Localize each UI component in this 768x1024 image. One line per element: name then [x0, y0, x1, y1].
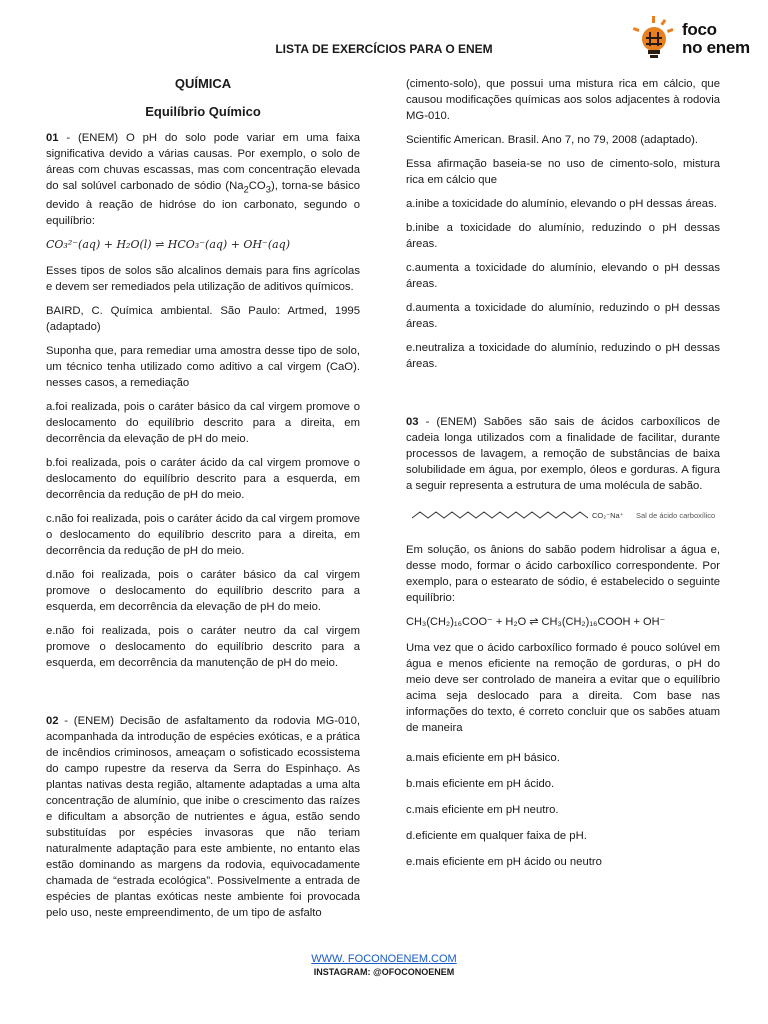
question-2-option-e[interactable]: e.neutraliza a toxicidade do alumínio, reduzindo o pH dessas áreas. — [406, 342, 720, 370]
question-3-number: 03 — [406, 416, 419, 428]
right-column — [406, 76, 720, 878]
soap-molecule-figure — [406, 502, 720, 528]
question-3-equation: CH₃(CH₂)₁₆COO⁻ + H₂O ⇌ CH₃(CH₂)₁₆COOH + OH⁻ — [406, 616, 666, 628]
question-1-source: BAIRD, C. Química ambiental. São Paulo: Artmed, 1995 (adaptado) — [46, 305, 360, 334]
soap-hydrocarbon-chain — [412, 512, 588, 518]
logo-line-1: foco — [682, 20, 717, 39]
question-2-text: 02 - (ENEM) Decisão de asfaltamento da rodovia MG-010, acompanhada da introdução de espécies exóticas, e a prática de incêndios criminosos, ameaçam o sofisticado ecossistema do campo rupestre da reserva da Serra do Espinhaço. As plantas nativas desta região, altamente adaptadas a uma alta concentração de alumínio, que inibe o crescimento das raízes e dificultam a absorção de nutrientes e água, estão sendo substituídas por espécies invasoras que não teriam naturalmente adaptação para este ambiente, no entanto elas estão dominando as margens da rodovia, equivocadamente chamada de “estrada ecológica”. Possivelmente a entrada de espécies de plantas exóticas neste ambiente foi provocada pelo uso, neste empreendimento, de um tipo de asfalto — [46, 715, 360, 920]
spacer — [406, 380, 720, 414]
logo-line-2: no enem — [682, 38, 750, 57]
soap-head-formula: CO₂⁻Na⁺ — [592, 511, 624, 520]
footer-website-link[interactable]: WWW. FOCONOENEM.COM — [311, 953, 457, 965]
question-3-option-d[interactable]: d.eficiente em qualquer faixa de pH. — [406, 830, 587, 842]
question-1-stem: Suponha que, para remediar uma amostra desse tipo de solo, um técnico tenha utilizado como aditivo a cal virgem (CaO). nesses casos, a remediação — [46, 345, 360, 390]
spacer — [46, 679, 360, 713]
question-3-option-b[interactable]: b.mais eficiente em pH ácido. — [406, 778, 555, 790]
question-2-number: 02 — [46, 715, 59, 728]
question-1-option-d[interactable]: d.não foi realizada, pois o caráter básico da cal virgem promove o deslocamento do equilíbrio descrito para a esquerda, em decorrência da elevação de pH do meio. — [46, 569, 360, 614]
soap-figure-label: Sal de ácido carboxílico — [636, 511, 716, 520]
question-2-option-a[interactable]: a.inibe a toxicidade do alumínio, elevando o pH dessas áreas. — [406, 198, 717, 210]
question-1-number: 01 — [46, 132, 59, 144]
page-title: LISTA DE EXERCÍCIOS PARA O ENEM — [275, 42, 493, 56]
subject-title: QUÍMICA — [174, 76, 232, 91]
question-2-stem: Essa afirmação baseia-se no uso de cimento-solo, mistura rica em cálcio que — [406, 158, 720, 186]
question-1-option-a[interactable]: a.foi realizada, pois o caráter básico da cal virgem promove o deslocamento do equilíbrio descrito para a direita, em decorrência da elevação de pH do meio. — [46, 401, 360, 446]
question-2-option-d[interactable]: d.aumenta a toxicidade do alumínio, reduzindo o pH dessas áreas. — [406, 302, 720, 330]
question-1-paragraph: Esses tipos de solos são alcalinos demais para fins agrícolas e devem ser remediados pela utilização de aditivos químicos. — [46, 265, 360, 294]
question-1-intro: 01 - (ENEM) O pH do solo pode variar em uma faixa significativa devido a várias causas. Por exemplo, o solo de áreas com chuvas escassas, mas com concentração elevada do sal solúvel carbonado de sódio $(Na_2CO_3)$, torna-se básico devido à reação de hidróse do ion carbonato, segundo o equilíbrio: — [46, 132, 360, 228]
question-1-option-e[interactable]: e.não foi realizada, pois o caráter neutro da cal virgem promove o deslocamento do equilíbrio descrito para a esquerda, em decorrência da manutenção de pH do meio. — [46, 625, 360, 670]
question-3-option-c[interactable]: c.mais eficiente em pH neutro. — [406, 804, 559, 816]
question-1-equation: CO₃²⁻(aq) + H₂O(l) ⇌ HCO₃⁻(aq) + OH⁻(aq) — [46, 238, 291, 252]
question-3-option-a[interactable]: a.mais eficiente em pH básico. — [406, 752, 560, 764]
question-1-option-c[interactable]: c.não foi realizada, pois o caráter ácido da cal virgem promove o deslocamento do equilíbrio descrito para a direita, em decorrência da redução de pH do meio. — [46, 513, 360, 558]
question-1-option-b[interactable]: b.foi realizada, pois o caráter ácido da cal virgem promove o deslocamento do equilíbrio descrito para a esquerda, em decorrência da redução de pH do meio. — [46, 457, 360, 502]
topic-title: Equilíbrio Químico — [145, 104, 261, 119]
question-3-option-e[interactable]: e.mais eficiente em pH ácido ou neutro — [406, 856, 602, 868]
question-2-option-b[interactable]: b.inibe a toxicidade do alumínio, reduzindo o pH dessas áreas. — [406, 222, 720, 250]
question-2-option-c[interactable]: c.aumenta a toxicidade do alumínio, elevando o pH dessas áreas. — [406, 262, 720, 290]
question-3-text: 03 - (ENEM) Sabões são sais de ácidos carboxílicos de cadeia longa utilizados com a finalidade de facilitar, durante processos de lavagem, a remoção de substâncias de baixa solubilidade em água, por exemplo, óleos e gorduras. A figura a seguir representa a estrutura de uma molécula de sabão. — [406, 416, 720, 492]
question-3-stem: Uma vez que o ácido carboxílico formado é pouco solúvel em água e menos eficiente na remoção de gorduras, o pH do meio deve ser controlado de maneira a evitar que o equilíbrio acima seja deslocado para a direita. Com base nas informações do texto, é correto concluir que os sabões atuam de maneira — [406, 642, 720, 734]
left-column — [46, 76, 360, 929]
question-2-continuation: (cimento-solo), que possui uma mistura rica em cálcio, que causou modificações químicas aos solos adjacentes à rodovia MG-010. — [406, 78, 720, 122]
question-2-source: Scientific American. Brasil. Ano 7, no 79, 2008 (adaptado). — [406, 134, 699, 146]
question-3-paragraph: Em solução, os ânions do sabão podem hidrolisar a água e, desse modo, formar o ácido carboxílico correspondente. Por exemplo, para o estearato de sódio, é estabelecido o seguinte equilíbrio: — [406, 544, 720, 604]
footer-instagram: INSTAGRAM: @OFOCONOENEM — [313, 967, 455, 977]
